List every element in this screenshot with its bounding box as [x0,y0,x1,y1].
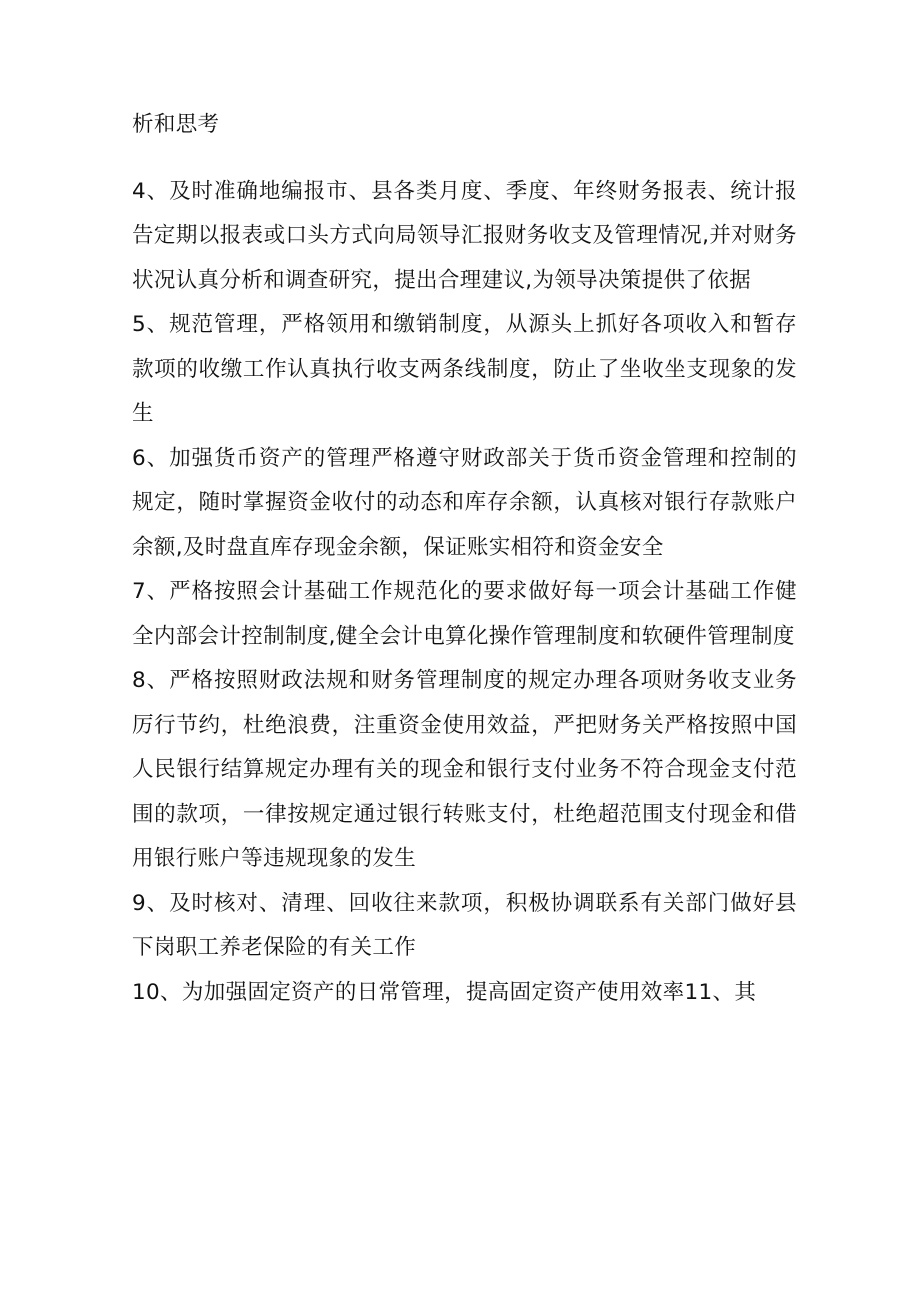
paragraph-item-4: 4、及时准确地编报市、县各类月度、季度、年终财务报表、统计报告定期以报表或口头方式向局领导汇报财务收支及管理情况,并对财务状况认真分析和调查研究，提出合理建议,为领导决策提供了依据 [132,178,797,293]
paragraph-item-6: 6、加强货币资产的管理严格遵守财政部关于货币资金管理和控制的规定，随时掌握资金收付的动态和库存余额，认真核对银行存款账户余额,及时盘直库存现金余额，保证账实相符和资金安全 [132,445,797,560]
paragraph-continuation: 析和思考 [132,112,220,137]
paragraph-item-5: 5、规范管理，严格领用和缴销制度，从源头上抓好各项收入和暂存款项的收缴工作认真执行收支两条线制度，防止了坐收坐支现象的发生 [132,312,797,426]
paragraph-item-10: 10、为加强固定资产的日常管理，提高固定资产使用效率11、其 [132,979,757,1005]
paragraph-item-9: 9、及时核对、清理、回收往来款项，积极协调联系有关部门做好县下岗职工养老保险的有关工作 [132,890,797,960]
paragraph-item-8: 8、严格按照财政法规和财务管理制度的规定办理各项财务收支业务厉行节约，杜绝浪费，注重资金使用效益，严把财务关严格按照中国人民银行结算规定办理有关的现金和银行支付业务不符合现金支付范围的款项，一律按规定通过银行转账支付，杜绝超范围支付现金和借用银行账户等违规现象的发生 [132,668,797,871]
document-body [132,103,797,1015]
paragraph-item-7: 7、严格按照会计基础工作规范化的要求做好每一项会计基础工作健全内部会计控制制度,健全会计电算化操作管理制度和软硬件管理制度 [132,579,797,649]
